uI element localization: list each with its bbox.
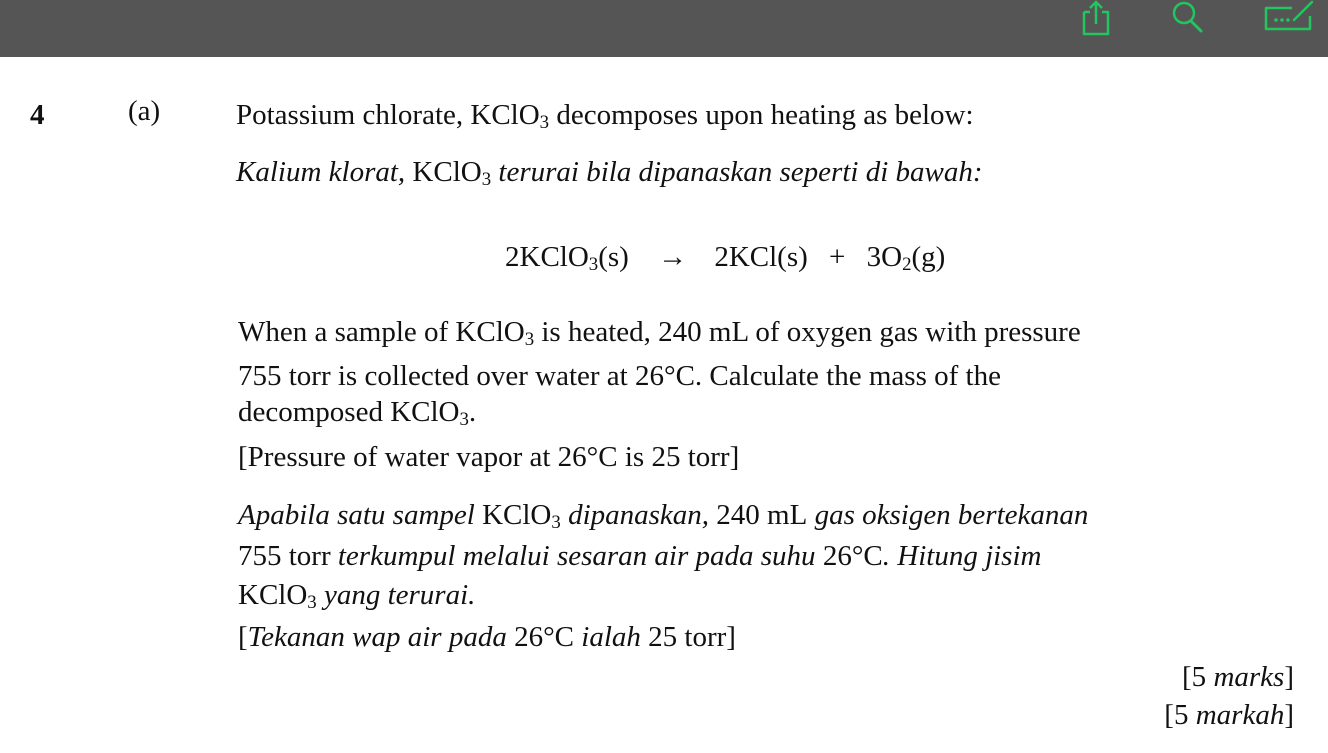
ms-line: Apabila satu sampel KClO$_3$ dipanaskan, 240 mL gas oksigen bertekanan [238,499,1089,533]
marks-ms: [5 markah] [1164,699,1294,731]
question-number: 4 [30,99,45,131]
marks-en: [5 marks] [1182,661,1294,693]
ms-line: 755 torr terkumpul melalui sesaran air pada suhu 26°C. Hitung jisim [238,540,1042,572]
en-line: decomposed KClO$_3$. [238,396,477,430]
ms-line: KClO$_3$ yang terurai. [238,579,476,613]
en-line: [Pressure of water vapor at 26°C is 25 torr] [238,441,740,473]
toolbar [0,0,1328,57]
search-icon[interactable] [1168,0,1208,41]
question-part: (a) [128,95,161,127]
markup-icon[interactable] [1262,0,1316,39]
intro-ms: Kalium klorat, KClO$_3$ terurai bila dipanaskan seperti di bawah: [236,156,983,190]
intro-en: Potassium chlorate, KClO$_3$ decomposes upon heating as below: [236,99,974,133]
ms-line: [Tekanan wap air pada 26°C ialah 25 torr] [238,621,736,653]
en-line: 755 torr is collected over water at 26°C. Calculate the mass of the [238,360,1001,392]
chemical-equation: 2KClO$_3$(s) → $2KCl(s) + 3O_2(g)$ [505,241,946,275]
share-icon[interactable] [1078,0,1114,43]
en-line: When a sample of KClO$_3$ is heated, 240 mL of oxygen gas with pressure [238,316,1081,350]
